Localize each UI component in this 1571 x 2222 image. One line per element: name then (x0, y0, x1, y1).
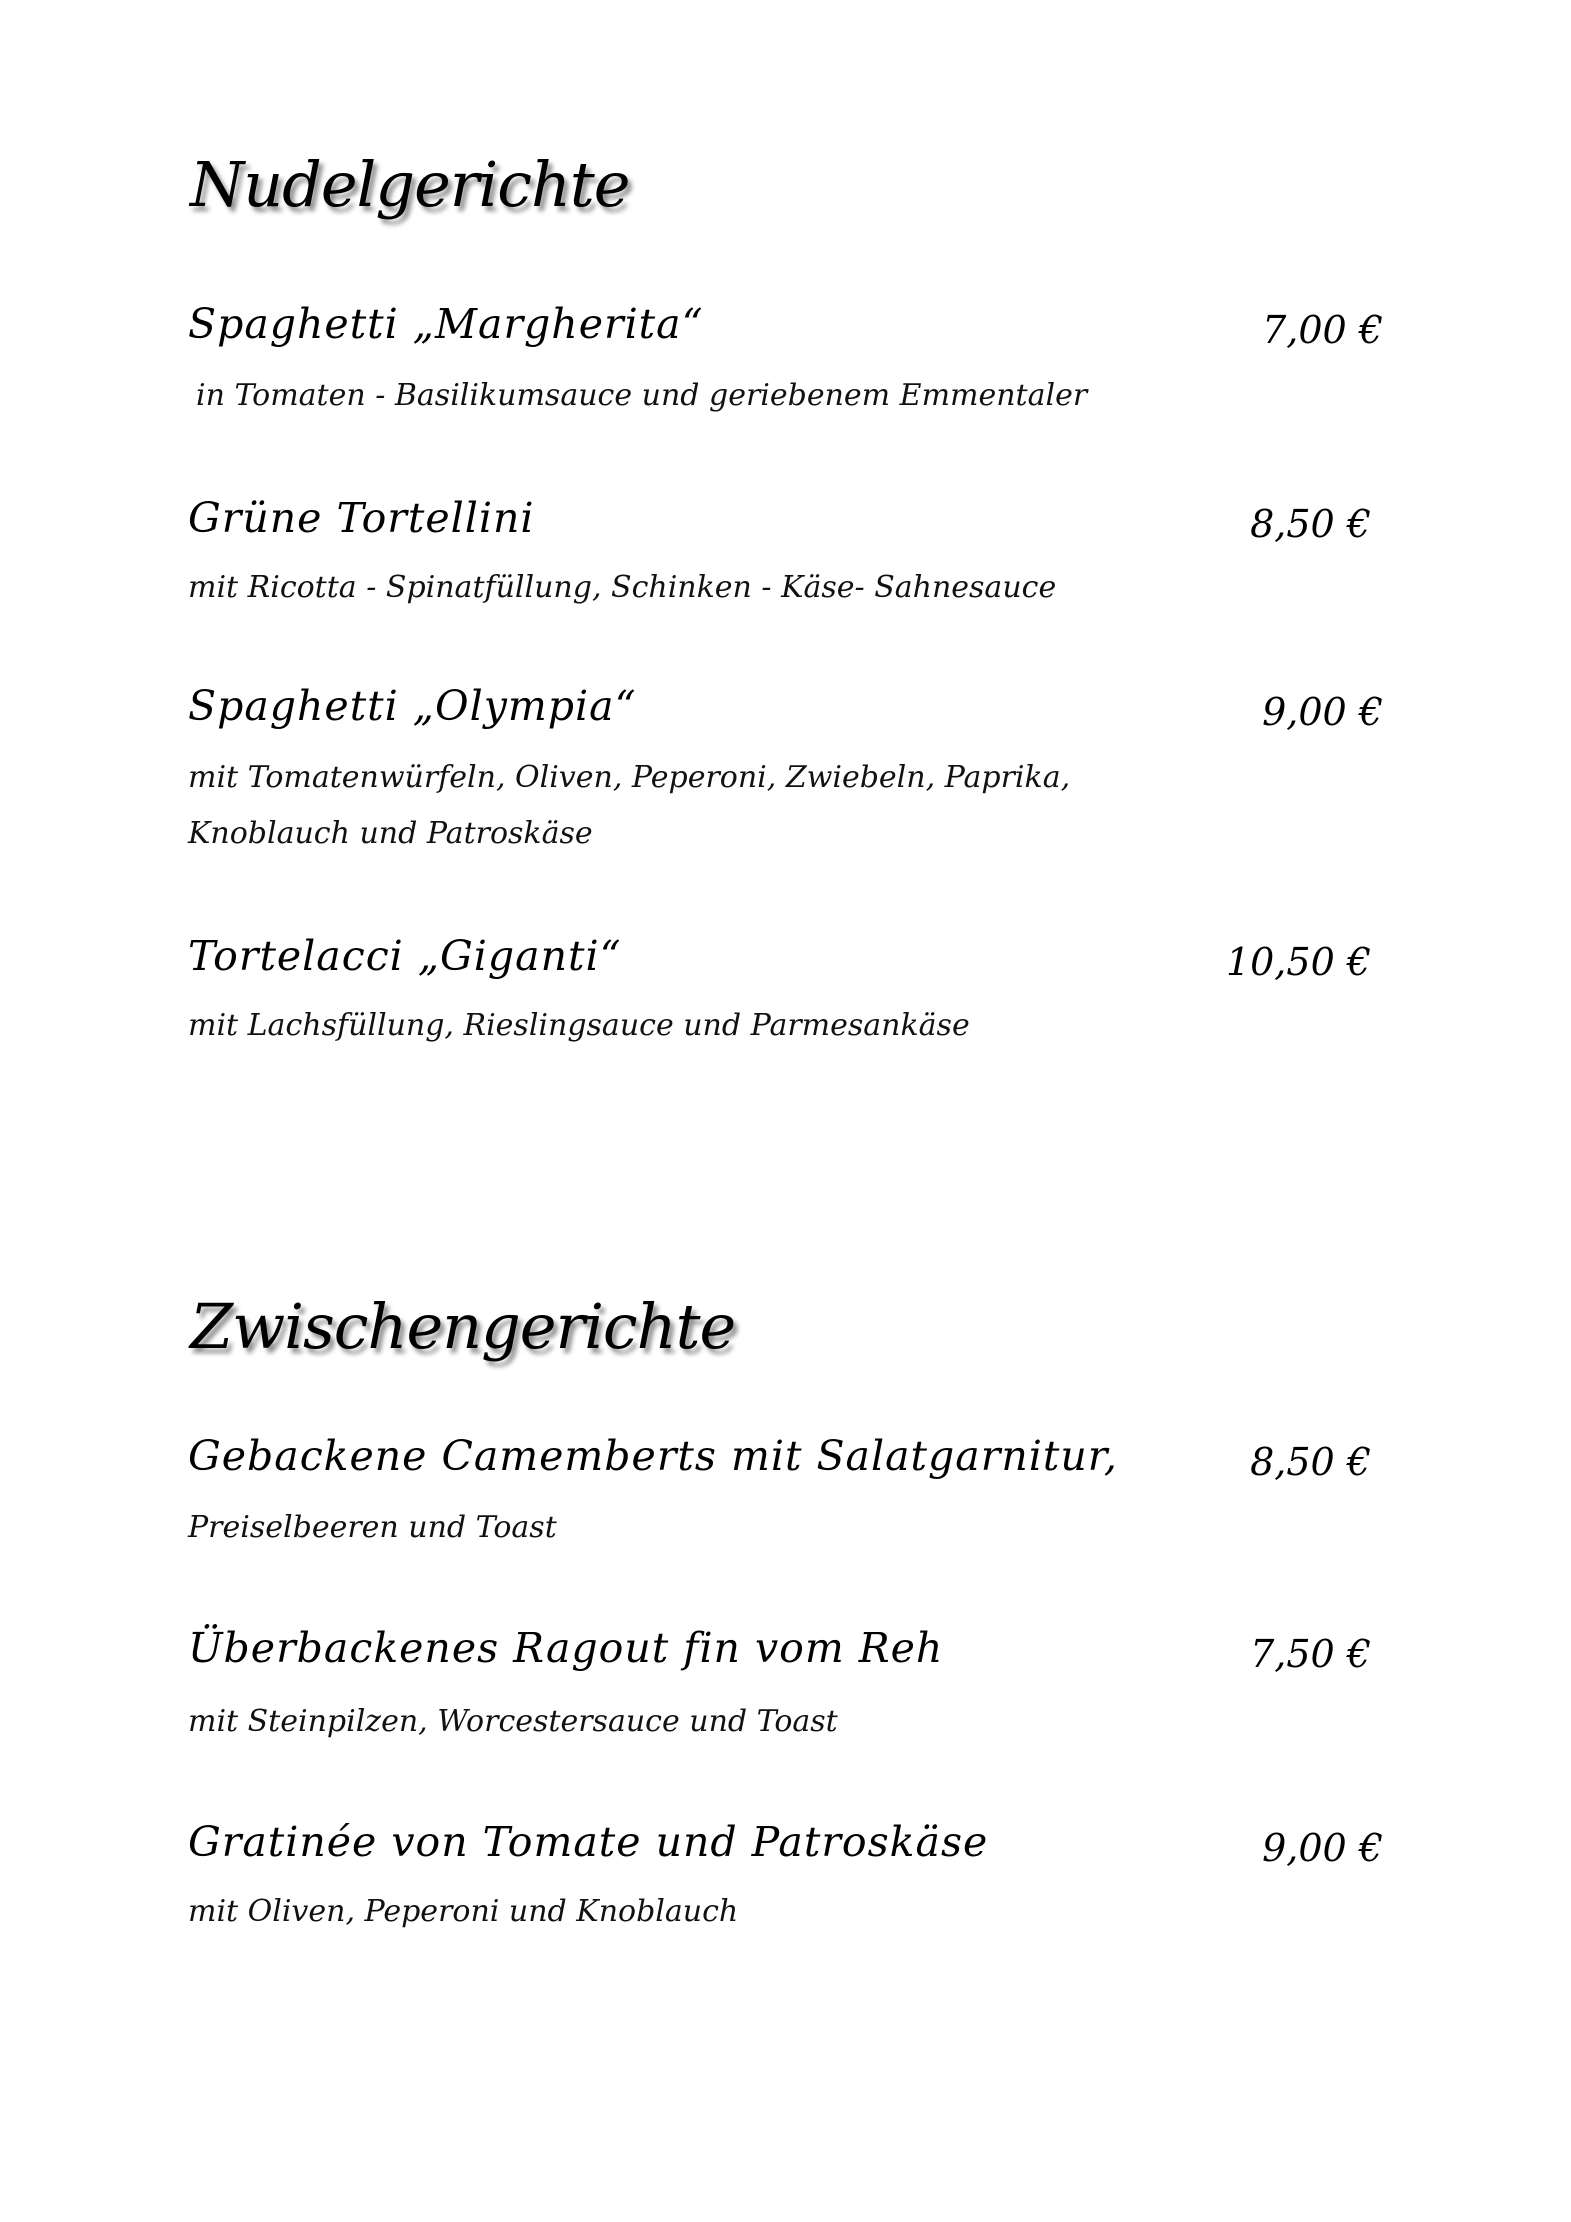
item-description: in Tomaten - Basilikumsauce und geriebenem Emmentaler (196, 378, 1088, 413)
item-price: 8,50 € (1250, 1440, 1371, 1484)
section-title-nudelgerichte: Nudelgerichte (190, 148, 630, 221)
item-price: 8,50 € (1250, 502, 1371, 546)
item-price: 9,00 € (1262, 690, 1383, 734)
item-description: mit Ricotta - Spinatfüllung, Schinken - Käse- Sahnesauce (188, 570, 1057, 605)
item-name: Tortelacci „Giganti“ (188, 932, 622, 980)
item-name: Gratinée von Tomate und Patroskäse (188, 1818, 989, 1866)
item-description: Knoblauch und Patroskäse (188, 816, 593, 851)
item-description: mit Lachsfüllung, Rieslingsauce und Parmesankäse (188, 1008, 970, 1043)
item-price: 10,50 € (1225, 940, 1371, 984)
item-description: Preiselbeeren und Toast (188, 1510, 557, 1545)
item-name: Spaghetti „Margherita“ (188, 300, 704, 348)
item-description: mit Oliven, Peperoni und Knoblauch (188, 1894, 739, 1929)
item-price: 9,00 € (1262, 1826, 1383, 1870)
item-name: Überbackenes Ragout fin vom Reh (188, 1624, 944, 1672)
item-price: 7,00 € (1262, 308, 1383, 352)
item-description: mit Steinpilzen, Worcestersauce und Toast (188, 1704, 838, 1739)
item-name: Spaghetti „Olympia“ (188, 682, 637, 730)
item-price: 7,50 € (1250, 1632, 1371, 1676)
item-description: mit Tomatenwürfeln, Oliven, Peperoni, Zwiebeln, Paprika, (188, 760, 1071, 795)
item-name: Gebackene Camemberts mit Salatgarnitur, (188, 1432, 1118, 1480)
section-title-zwischengerichte: Zwischengerichte (190, 1290, 736, 1363)
item-name: Grüne Tortellini (188, 494, 535, 542)
